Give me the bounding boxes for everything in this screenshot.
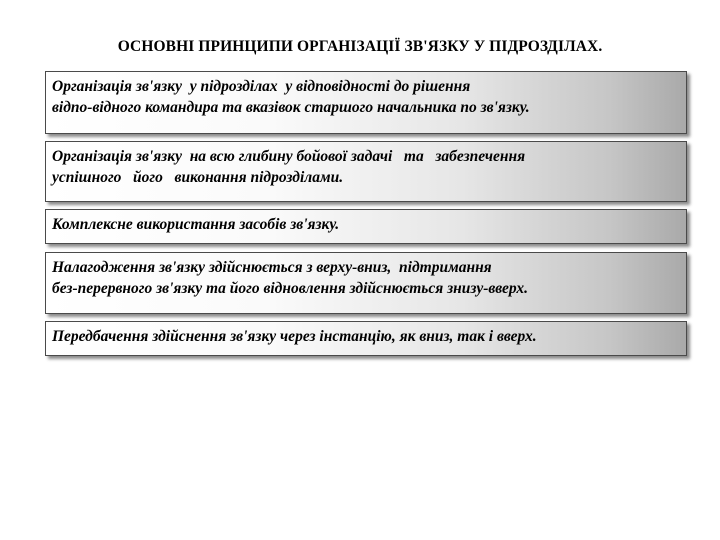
principle-4-line-1: Налагодження зв'язку здійснюється з верху-вниз, підтримання: [52, 259, 492, 276]
principle-1-line-2: відпо-відного командира та вказівок старшого начальника по зв'язку.: [52, 99, 530, 116]
principle-box-2: [45, 141, 687, 202]
principle-2-line-2: успішного його виконання підрозділами.: [52, 169, 344, 186]
slide-title: ОСНОВНІ ПРИНЦИПИ ОРГАНІЗАЦІЇ ЗВ'ЯЗКУ У ПІДРОЗДІЛАХ.: [117, 38, 603, 55]
principle-box-4: [45, 252, 687, 314]
principle-5-line-1: Передбачення здійснення зв'язку через інстанцію, як вниз, так і вверх.: [52, 328, 537, 345]
principle-box-3: [45, 209, 687, 244]
principle-1-line-1: Організація зв'язку у підрозділах у відповідності до рішення: [52, 78, 471, 95]
principle-3-line-1: Комплексне використання засобів зв'язку.: [52, 216, 340, 233]
principle-4-line-2: без-перервного зв'язку та його відновлення здійснюється знизу-вверх.: [52, 280, 528, 297]
principle-2-line-1: Організація зв'язку на всю глибину бойової задачі та забезпечення: [52, 148, 526, 165]
principle-box-5: [45, 321, 687, 356]
principle-box-1: [45, 71, 687, 134]
